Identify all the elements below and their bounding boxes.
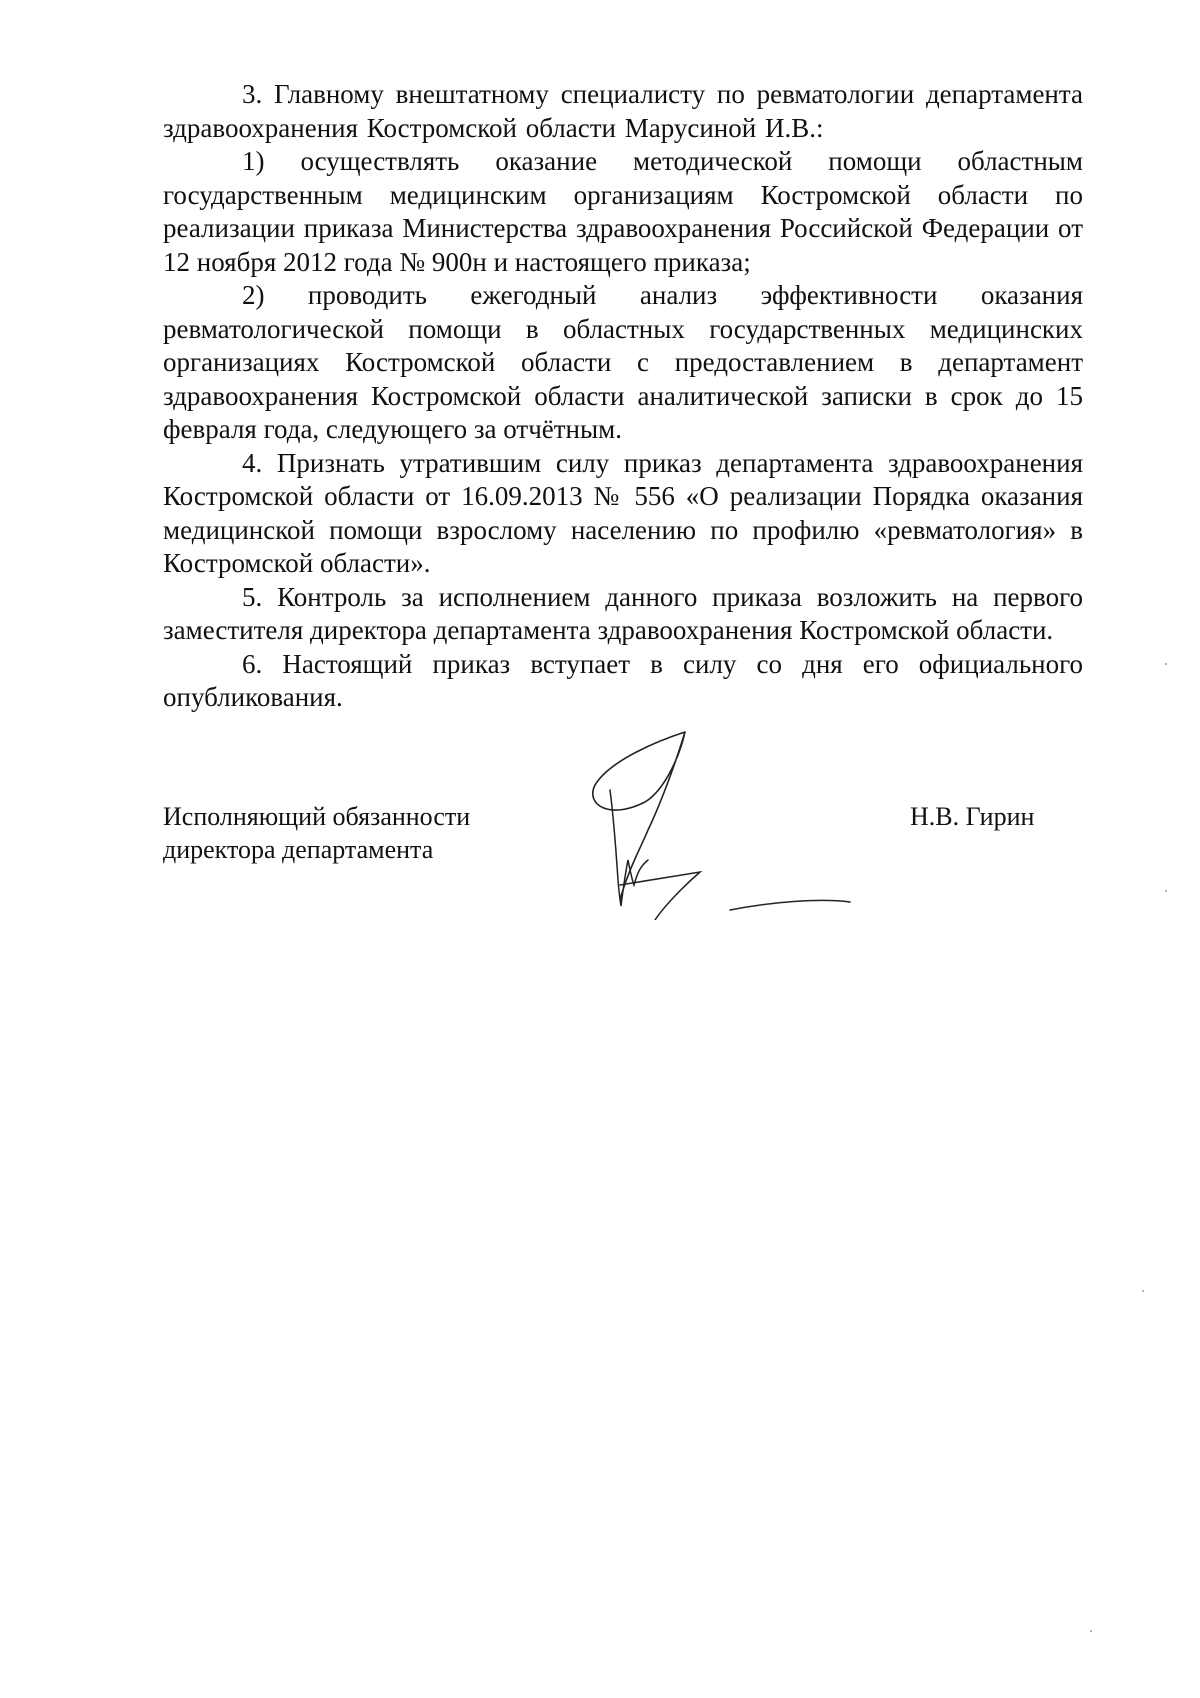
document-body xyxy=(163,78,1083,715)
signatory-position-line-2: директора департамента xyxy=(163,835,434,864)
scan-speck xyxy=(1165,663,1167,665)
paragraph-4: 4. Признать утратившим силу приказ департамента здравоохранения Костромской области от 16.09.2013 № 556 «О реализации Порядка оказания медицинской помощи взрослому населению по профилю «ревматология» в Костромской области». xyxy=(163,447,1083,578)
paragraph-5: 5. Контроль за исполнением данного приказа возложить на первого заместителя директора департамента здравоохранения Костромской области. xyxy=(163,581,1083,645)
paragraph-3: 3. Главному внештатному специалисту по ревматологии департамента здравоохранения Костромской области Марусиной И.В.: xyxy=(163,79,1083,143)
paragraph-6: 6. Настоящий приказ вступает в силу со дня его официального опубликования. xyxy=(163,648,1083,712)
handwritten-signature xyxy=(590,720,950,920)
signatory-position xyxy=(163,800,470,866)
signatory-name: Н.В. Гирин xyxy=(910,802,1035,831)
scan-speck xyxy=(1165,890,1167,892)
scan-speck xyxy=(1090,1630,1092,1632)
paragraph-3-item-1: 1) осуществлять оказание методической помощи областным государственным медицинским организациям Костромской области по реализации приказа Министерства здравоохранения Российской Федерации от 12 ноября 2012 года № 900н и настоящего приказа; xyxy=(163,146,1083,277)
scan-speck xyxy=(1142,1290,1144,1292)
signatory-position-line-1: Исполняющий обязанности xyxy=(163,802,471,831)
paragraph-3-item-2: 2) проводить ежегодный анализ эффективности оказания ревматологической помощи в областных государственных медицинских организациях Костромской области с предоставлением в департамент здравоохранения Костромской области аналитической записки в срок до 15 февраля года, следующего за отчётным. xyxy=(163,280,1083,444)
